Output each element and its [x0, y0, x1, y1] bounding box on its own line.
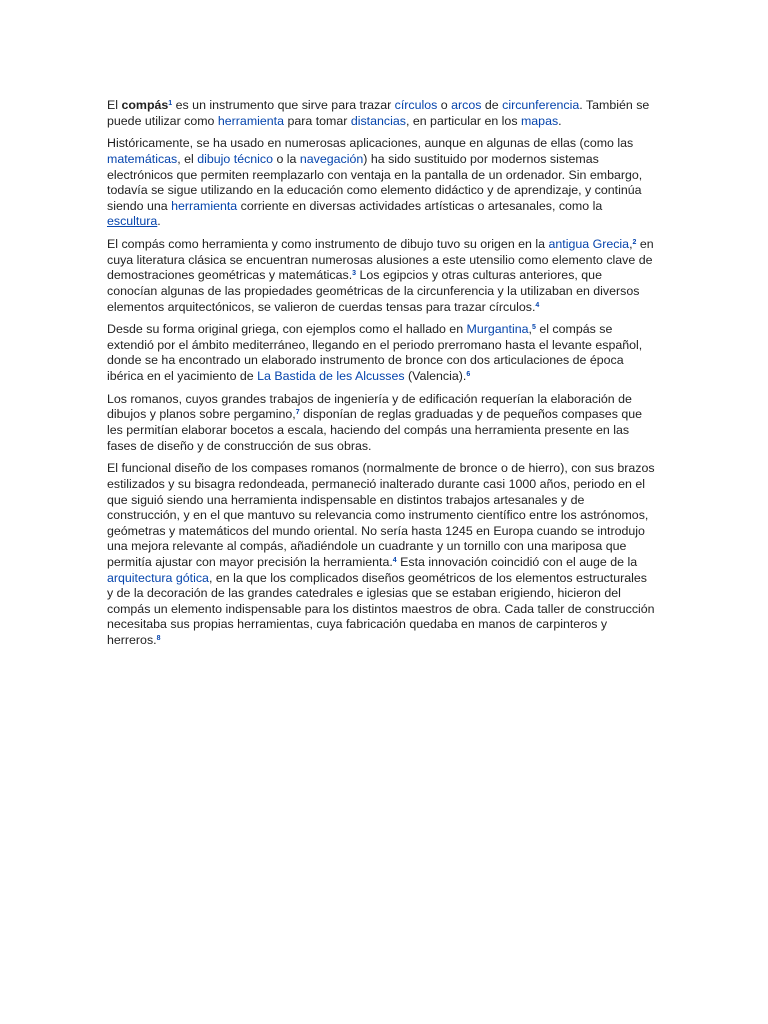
text-run: Históricamente, se ha usado en numerosas aplicaciones, aunque en algunas de ellas (como las: [107, 136, 634, 151]
term-bold: compás: [121, 98, 169, 112]
text-run: el compás se extendió por el ámbito mediterráneo, llegando en el periodo prerromano hasta el levante español, donde se ha encontrado un elaborado instrumento de bronce con dos articulaciones de época ibérica en el yacimiento de: [107, 322, 643, 384]
text-run: Desde su forma original griega, con ejemplos como el hallado en: [107, 322, 467, 337]
reference-marker[interactable]: 4: [535, 301, 540, 309]
text-run: disponían de reglas graduadas y de pequeños compases que les permitían elaborar bocetos a escala, haciendo del compás una herramienta presente en las fases de diseño y de construcción de sus obras.: [107, 407, 643, 453]
text-run: corriente en diversas actividades artísticas o artesanales, como la: [237, 198, 603, 213]
wiki-link[interactable]: antigua Grecia: [548, 237, 630, 252]
text-run: El: [107, 98, 122, 112]
paragraph-romanos: [107, 392, 655, 454]
text-run: ,: [629, 237, 633, 252]
paragraph-origen: [107, 237, 655, 315]
wiki-link[interactable]: mapas: [520, 113, 559, 128]
reference-marker[interactable]: 3: [352, 270, 357, 278]
text-run: ,: [528, 322, 532, 337]
wiki-link[interactable]: arquitectura gótica: [107, 570, 209, 585]
wiki-link[interactable]: escultura: [107, 214, 158, 229]
text-run: . También se puede utilizar como: [107, 98, 650, 128]
reference-marker[interactable]: 2: [632, 239, 637, 247]
text-run: Esta innovación coincidió con el auge de la: [396, 554, 638, 569]
text-run: ) ha sido sustituido por modernos sistemas electrónicos que permiten reemplazarlo con ventaja en la pantalla de un ordenador. Sin embargo, todavía se sigue utilizando en la educación como elemento didáctico y de aprendizaje, y continúa siendo una: [107, 151, 643, 213]
article-body: [107, 98, 655, 656]
wiki-link[interactable]: círculos: [394, 98, 438, 112]
wiki-link[interactable]: dibujo técnico: [197, 151, 274, 166]
reference-marker[interactable]: 6: [466, 371, 471, 379]
text-run: .: [558, 113, 562, 128]
paragraph-historico: [107, 136, 655, 230]
text-run: en cuya literatura clásica se encuentran numerosas alusiones a este utensilio como elemento clave de demostraciones geométricas y matemáticas.: [107, 237, 654, 283]
paragraph-intro: [107, 98, 655, 129]
text-run: de: [481, 98, 503, 112]
wiki-link[interactable]: herramienta: [171, 198, 238, 213]
reference-marker[interactable]: 5: [531, 324, 536, 332]
wiki-link[interactable]: Murgantina: [466, 322, 529, 337]
wiki-link[interactable]: circunferencia: [502, 98, 580, 112]
text-run: Los romanos, cuyos grandes trabajos de ingeniería y de edificación requerían la elaboración de dibujos y planos sobre pergamino,: [107, 391, 632, 422]
wiki-link[interactable]: herramienta: [217, 113, 285, 128]
text-run: El compás como herramienta y como instrumento de dibujo tuvo su origen en la: [107, 237, 549, 252]
wiki-link[interactable]: matemáticas: [107, 151, 178, 166]
wiki-link[interactable]: navegación: [299, 151, 364, 166]
text-run: .: [157, 214, 161, 229]
reference-marker[interactable]: 4: [392, 556, 397, 564]
paragraph-griega: [107, 322, 655, 384]
text-run: (Valencia).: [404, 369, 467, 384]
text-run: es un instrumento que sirve para trazar: [172, 98, 395, 112]
text-run: , el: [177, 151, 198, 166]
text-run: para tomar: [284, 113, 351, 128]
text-run: , en particular en los: [405, 113, 521, 128]
text-run: El funcional diseño de los compases romanos (normalmente de bronce o de hierro), con sus brazos estilizados y su bisagra redondeada, permaneció inalterado durante casi 1000 años, periodo en el que siguió siendo una herramienta indispensable en distintos trabajos artesanales y de construcción, y en el que mantuvo su relevancia como instrumento científico entre los astrónomos, geómetras y matemáticos del mundo oriental. No sería hasta 1245 en Europa cuando se introdujo una mejora relevante al compás, añadiéndole un cuadrante y un tornillo con una mariposa que permitía ajustar con mayor precisión la herramienta.: [107, 461, 655, 569]
reference-marker[interactable]: 1: [168, 100, 173, 107]
wiki-link[interactable]: distancias: [350, 113, 406, 128]
wiki-link[interactable]: La Bastida de les Alcusses: [257, 369, 405, 384]
reference-marker[interactable]: 7: [295, 409, 300, 417]
reference-marker[interactable]: 8: [156, 634, 161, 642]
text-run: o: [437, 98, 452, 112]
wiki-link[interactable]: arcos: [451, 98, 482, 112]
text-run: o la: [273, 151, 300, 166]
paragraph-diseno: [107, 461, 655, 648]
text-run: Los egipcios y otras culturas anteriores, que conocían algunas de las propiedades geométricas de la circunferencia y la utilizaban en diversos elementos arquitectónicos, se valieron de cuerdas tensas para trazar círculos.: [107, 268, 640, 314]
text-run: , en la que los complicados diseños geométricos de los elementos estructurales y de la decoración de las grandes catedrales e iglesias que se estaban erigiendo, hicieron del compás un elemento indispensable para los distintos maestros de obra. Cada taller de construcción necesitaba sus propias herramientas, cuya fabricación quedaba en manos de carpinteros y herreros.: [107, 570, 655, 647]
